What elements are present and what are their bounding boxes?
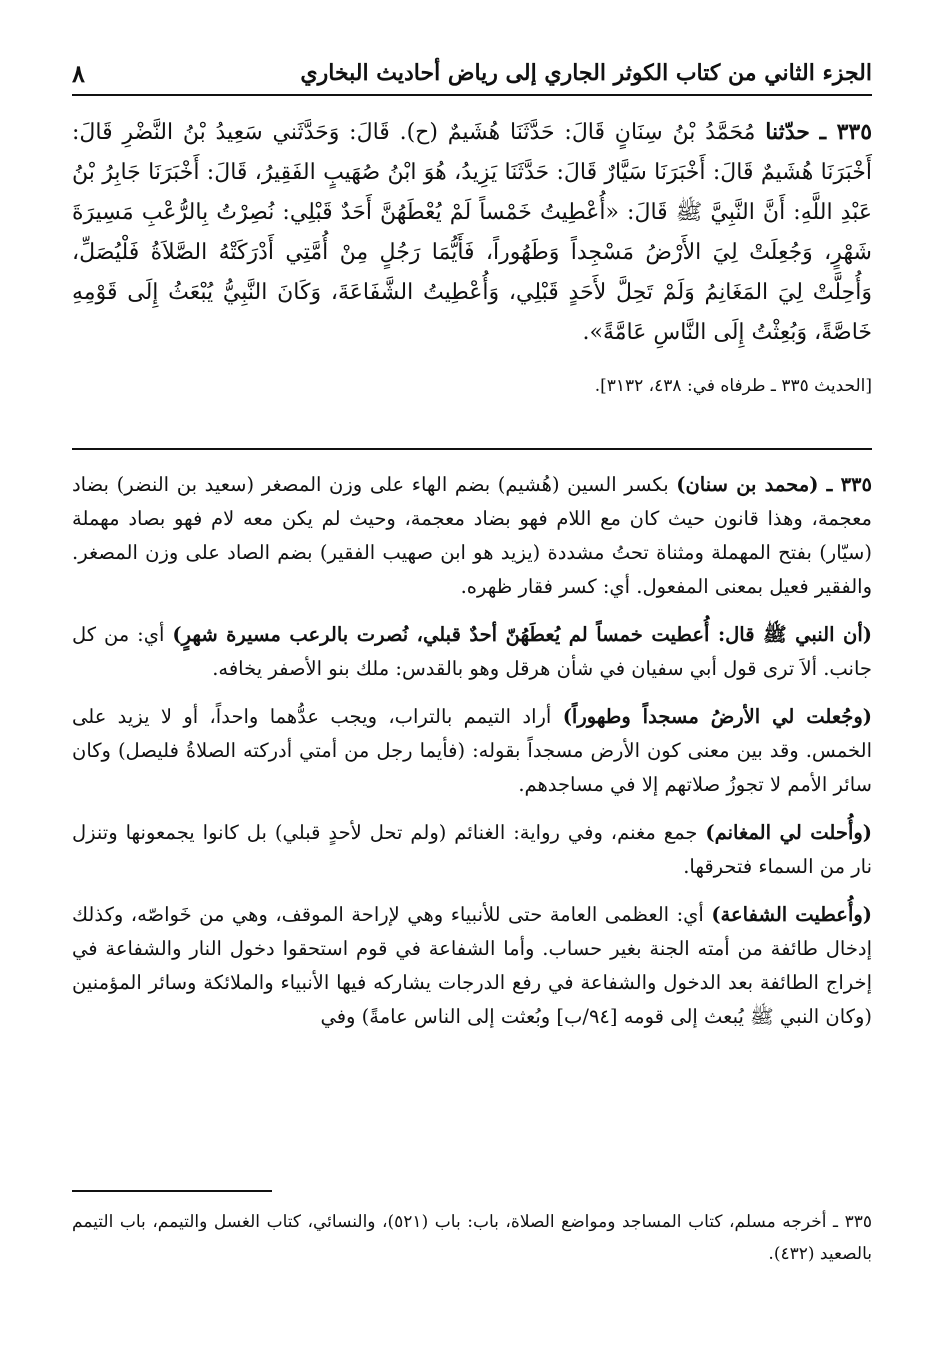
hadith-text (72, 112, 872, 353)
hadith-reference: [الحديث ٣٣٥ ـ طرفاه في: ٤٣٨، ٣١٣٢]. (594, 376, 872, 396)
section-divider (72, 448, 872, 450)
commentary-paragraph (72, 618, 872, 686)
commentary-bold: (وأُحلت لي المغانم) (705, 821, 873, 844)
commentary (72, 468, 872, 1048)
commentary-text: بكسر السين (هُشيم) بضم الهاء على وزن المصغر (سعيد بن النضر) بضاد معجمة، وهذا قانون حيث كان مع اللام فهو بضاد معجمة، وحيث لم يكن معه لام فهو بصاد مهملة (سيّار) بفتح المهملة ومثناة تحتُ مشددة (يزيد هو ابن صهيب الفقير) بضم الصاد على وزن المصغر. والفقير فعيل بمعنى المفعول. أي: كسر فقار ظهره. (72, 473, 872, 598)
hadith-number: ٣٣٥ ـ (819, 119, 873, 145)
page-header (72, 52, 872, 96)
hadith-body: مُحَمَّدُ بْنُ سِنَانٍ قَالَ: حَدَّثَنَا هُشَيمٌ (ح). قَالَ: وَحَدَّثَني سَعِيدُ بْنُ النَّضْرِ قَالَ: أَخْبَرَنَا هُشَيمٌ قَالَ: أَخْبَرَنَا سَيَّارٌ قَالَ: حَدَّثَنَا يَزِيدُ، هُوَ ابْنُ صُهَيبٍ الفَقِيرُ، قَالَ: أَخْبَرَنَا جَابِرُ بْنُ عَبْدِ اللَّهِ: أَنَّ النَّبِيَّ ﷺ قَالَ: «أُعْطِيتُ خَمْساً لَمْ يُعْطَهُنَّ أَحَدٌ قَبْلِي: نُصِرْتُ بِالرُّعْبِ مَسِيرَةَ شَهْرٍ، وَجُعِلَتْ لِيَ الأَرْضُ مَسْجِداً وَطَهُوراً، فَأَيُّمَا رَجُلٍ مِنْ أُمَّتِي أَدْرَكَتْهُ الصَّلاَةُ فَلْيُصَلِّ، وَأُحِلَّتْ لِيَ المَغَانِمُ وَلَمْ تَحِلَّ لأَحَدٍ قَبْلِي، وَأُعْطِيتُ الشَّفَاعَةَ، وَكَانَ النَّبِيُّ يُبْعَثُ إِلَى قَوْمِهِ خَاصَّةً، وَبُعِثْتُ إِلَى النَّاسِ عَامَّةً». (72, 120, 872, 345)
commentary-bold: (وجُعلت لي الأرضُ مسجداً وطهوراً) (562, 705, 872, 728)
commentary-paragraph (72, 816, 872, 884)
commentary-bold: (أن النبي ﷺ قال: أُعطيت خمساً لم يُعطَهُنّ أحدٌ قبلي، نُصرت بالرعب مسيرة شهرٍ) (172, 623, 872, 646)
commentary-paragraph (72, 468, 872, 604)
commentary-bold: (وأُعطيت الشفاعة) (711, 903, 872, 926)
book-title: الجزء الثاني من كتاب الكوثر الجاري إلى رياض أحاديث البخاري (300, 60, 872, 86)
footnote: ٣٣٥ ـ أخرجه مسلم، كتاب المساجد ومواضع الصلاة، باب: باب (٥٢١)، والنسائي، كتاب الغسل والتيمم، باب التيمم بالصعيد (٤٣٢). (72, 1212, 872, 1264)
commentary-text: جمع مغنم، وفي رواية: الغنائم (ولم تحل لأحدٍ قبلي) بل كانوا يجمعونها وتنزل نار من السماء فتحرقها. (72, 821, 872, 878)
page-number: ٨ (72, 58, 85, 88)
commentary-text: أي: من كل جانب. ألاَ ترى قول أبي سفيان في شأن هرقل وهو بالقدس: ملك بنو الأصفر يخافه. (72, 623, 872, 680)
commentary-paragraph (72, 898, 872, 1034)
hadith-lead: حدّثنا (765, 119, 810, 145)
footnote-divider (72, 1190, 272, 1192)
commentary-text: أراد التيمم بالتراب، ويجب عدُّهما واحداً، أو لا يزيد على الخمس. وقد بين معنى كون الأرض مسجداً بقوله: (فأيما رجل من أمتي أدركته الصلاةُ فليصل) وكان سائر الأمم لا تجوزُ صلاتهم إلا في مساجدهم. (72, 705, 872, 796)
commentary-text: أي: العظمى العامة حتى للأنبياء وهي لإراحة الموقف، وهي من خَواصّه، وكذلك إدخال طائفة من أمته الجنة بغير حساب. وأما الشفاعة في قوم استحقوا دخول النار والشفاعة في إخراج الطائفة بعد الدخول والشفاعة في رفع الدرجات يشاركه فيها الأنبياء والملائكة وسائر المؤمنين (وكان النبي ﷺ يُبعث إلى قومه [٩٤/ب] وبُعثت إلى الناس عامةً) وفي (72, 903, 872, 1028)
commentary-paragraph (72, 700, 872, 802)
commentary-bold: ٣٣٥ ـ (محمد بن سنان) (676, 473, 872, 496)
